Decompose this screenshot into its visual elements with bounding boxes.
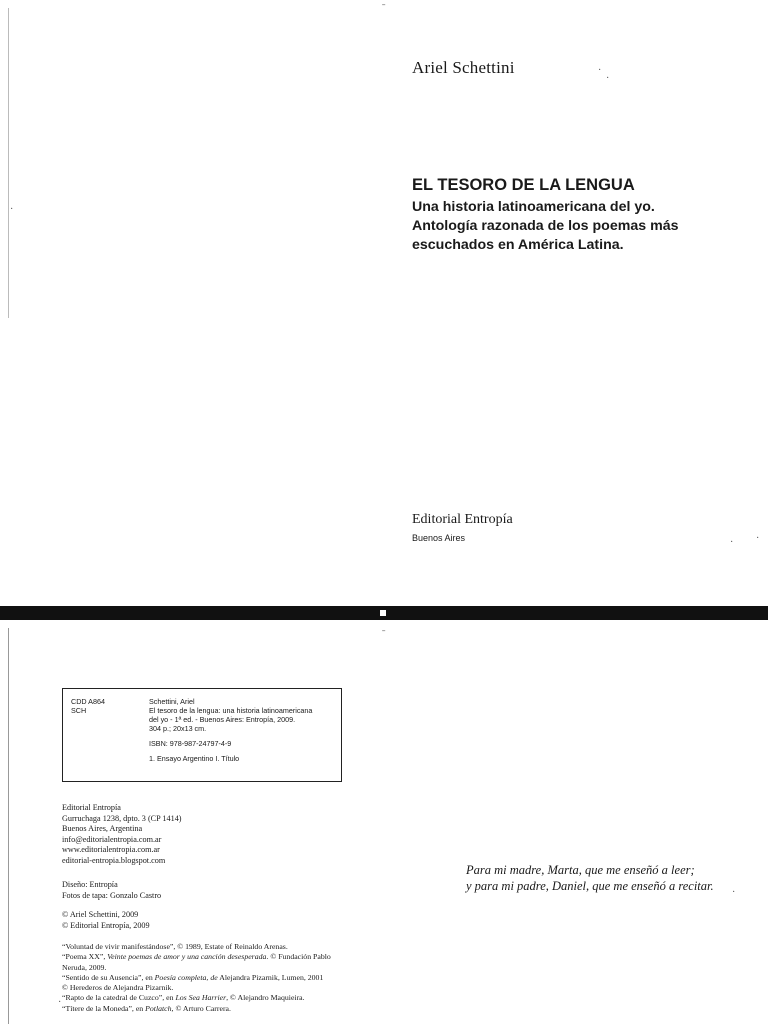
scan-speck: ·	[730, 537, 734, 548]
catalog-record-box	[62, 688, 342, 782]
address-website: www.editorialentropia.com.ar	[62, 845, 160, 854]
scan-speck: ·	[58, 997, 62, 1008]
design-line: Diseño: Entropía	[62, 880, 118, 889]
book-title: EL TESORO DE LA LENGUA	[412, 176, 635, 194]
catalog-line: del yo - 1ª ed. - Buenos Aires: Entropía, 2009.	[149, 715, 296, 724]
subtitle-line: Una historia latinoamericana del yo.	[412, 199, 655, 215]
catalog-isbn: ISBN: 978-987-24797-4-9	[149, 739, 232, 748]
permission-line: “Títere de la Moneda”, en Potlatch, © Arturo Carrera.	[62, 1003, 231, 1013]
dedication-line: y para mi padre, Daniel, que me enseñó a recitar.	[466, 879, 714, 893]
catalog-line: El tesoro de la lengua: una historia latinoamericana	[149, 706, 313, 715]
address-line: Editorial Entropía	[62, 803, 121, 812]
permission-line: “Voluntad de vivir manifestándose”, © 1989, Estate of Reinaldo Arenas.	[62, 942, 288, 951]
address-line: Gurruchaga 1238, dpto. 3 (CP 1414)	[62, 813, 182, 823]
permission-line: “Poema XX”, Veinte poemas de amor y una canción desesperada. © Fundación Pablo	[62, 952, 331, 962]
page-edge-line	[8, 628, 9, 1024]
catalog-code	[71, 697, 105, 715]
scan-speck: ·	[606, 73, 610, 84]
publisher-name: Editorial Entropía	[412, 512, 513, 527]
dedication-line: Para mi madre, Marta, que me enseñó a leer;	[466, 863, 695, 877]
catalog-code-line: SCH	[71, 706, 87, 715]
scan-speck: ·	[598, 65, 602, 76]
scan-speck: ·	[732, 887, 736, 898]
catalog-subject: 1. Ensayo Argentino I. Título	[149, 754, 240, 763]
scan-speck: ˉ	[382, 3, 386, 14]
address-email: info@editorialentropia.com.ar	[62, 834, 162, 844]
poem-permissions	[62, 942, 358, 1014]
copyright-line: © Editorial Entropía, 2009	[62, 920, 150, 930]
author-name: Ariel Schettini	[412, 58, 515, 77]
address-line: Buenos Aires, Argentina	[62, 824, 143, 833]
catalog-entry	[149, 697, 337, 763]
permission-line: “Sentido de su Ausencia”, en Poesía completa, de Alejandra Pizarnik, Lumen, 2001	[62, 972, 324, 982]
dedication	[466, 862, 714, 894]
subtitle-line: Antología razonada de los poemas más	[412, 218, 679, 234]
scan-speck	[380, 610, 386, 616]
publisher-city: Buenos Aires	[412, 533, 466, 543]
page-edge-line	[8, 8, 9, 318]
permission-line: © Herederos de Alejandra Pizarnik.	[62, 983, 174, 993]
catalog-code-line: CDD A864	[71, 697, 105, 706]
copyright-line: © Ariel Schettini, 2009	[62, 910, 139, 919]
publisher-address	[62, 803, 182, 866]
design-credits	[62, 880, 161, 901]
catalog-line: Schettini, Ariel	[149, 697, 195, 706]
permission-line: “Rapto de la catedral de Cuzco”, en Los Sea Harrier, © Alejandro Maquieira.	[62, 993, 305, 1003]
scan-speck: ˉ	[382, 629, 386, 640]
book-subtitle	[412, 198, 762, 255]
design-line: Fotos de tapa: Gonzalo Castro	[62, 890, 162, 900]
permission-line: Neruda, 2009.	[62, 962, 107, 972]
address-blog: editorial-entropia.blogspot.com	[62, 855, 166, 865]
scan-speck: ·	[756, 533, 760, 544]
scan-speck: ·	[10, 204, 14, 215]
catalog-line: 304 p.; 20x13 cm.	[149, 724, 207, 733]
copyright-notice	[62, 910, 150, 931]
subtitle-line: escuchados en América Latina.	[412, 237, 624, 253]
